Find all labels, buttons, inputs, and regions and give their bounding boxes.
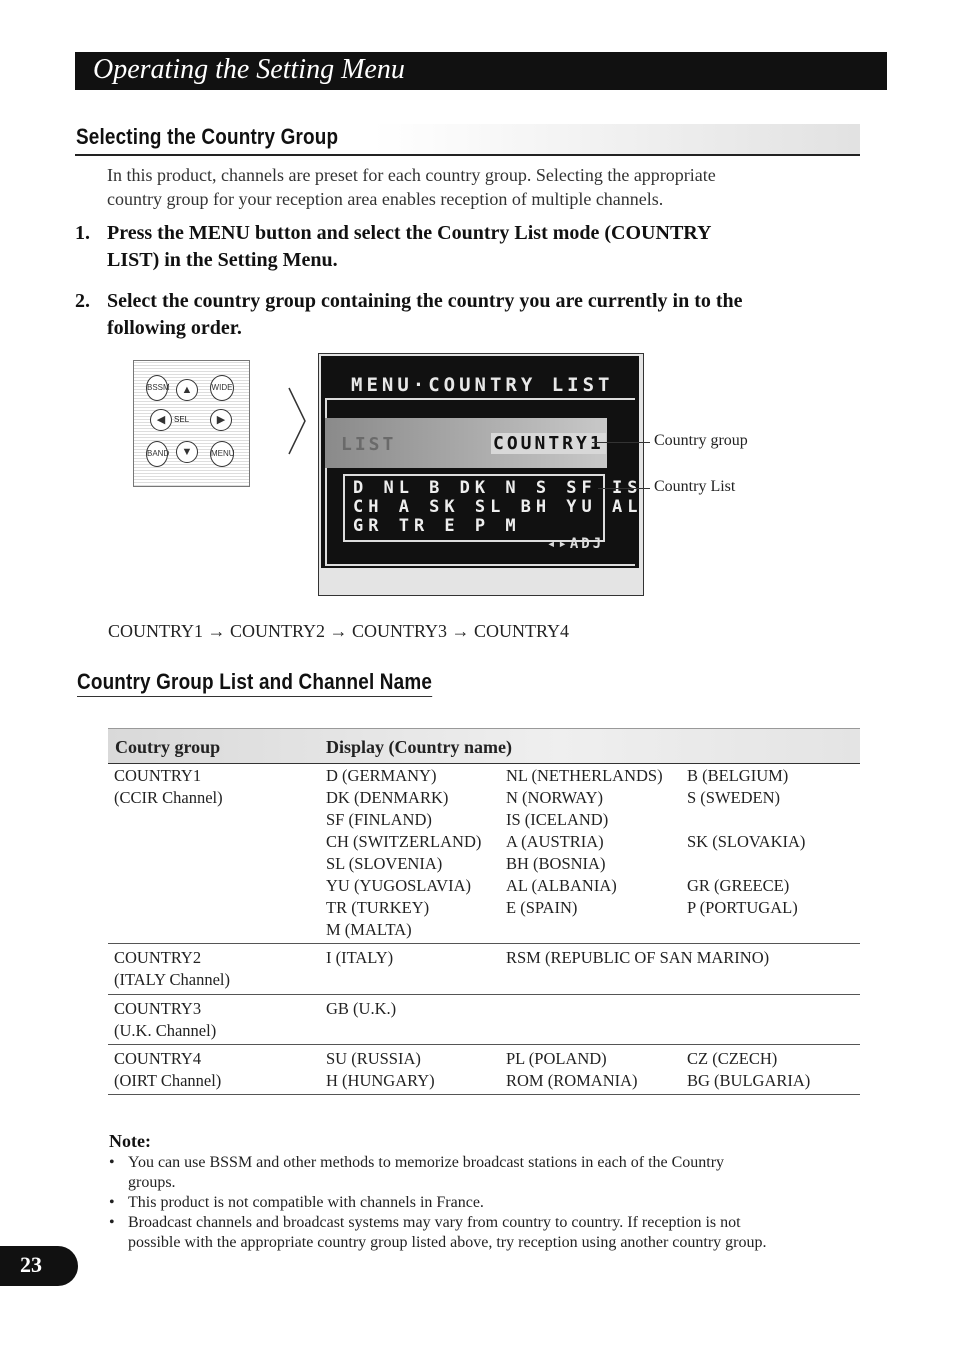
table-cell: GR (GREECE)	[687, 876, 790, 895]
table-cell: SU (RUSSIA)	[326, 1049, 421, 1068]
table-cell: D (GERMANY)	[326, 766, 437, 785]
table-cell: YU (YUGOSLAVIA)	[326, 876, 471, 895]
callout-line	[592, 442, 650, 443]
bullet-dot: •	[109, 1214, 115, 1231]
step-number: 2.	[75, 290, 90, 312]
group-channel: (CCIR Channel)	[114, 788, 223, 807]
callout-country-list: Country List	[654, 478, 736, 495]
group-name: COUNTRY4	[114, 1049, 202, 1068]
table-cell: N (NORWAY)	[506, 788, 604, 807]
table-cell: AL (ALBANIA)	[506, 876, 617, 895]
table-row-divider	[108, 943, 860, 944]
display-inner	[321, 356, 643, 568]
note-bullet	[109, 1153, 725, 1193]
table-row-divider	[108, 994, 860, 995]
remote-control-illustration	[133, 360, 250, 487]
note-line: Broadcast channels and broadcast systems may vary from country to country. If reception is not	[128, 1214, 741, 1231]
table-cell: SL (SLOVENIA)	[326, 854, 443, 873]
table-cell: NL (NETHERLANDS)	[506, 766, 663, 785]
table-cell: H (HUNGARY)	[326, 1071, 435, 1090]
screen-list-row: D NL B DK N S SF IS	[353, 478, 643, 498]
table-cell: CZ (CZECH)	[687, 1049, 778, 1068]
note-line: This product is not compatible with channels in France.	[128, 1194, 484, 1211]
bullet-dot: •	[109, 1194, 115, 1211]
screen-adj-label: ◂▸ADJ	[547, 536, 605, 552]
section-heading: Selecting the Country Group	[76, 124, 339, 149]
screen-country-group: COUNTRY1	[493, 433, 604, 454]
table-cell: RSM (REPUBLIC OF SAN MARINO)	[506, 948, 770, 967]
table-cell: TR (TURKEY)	[326, 898, 430, 917]
menu-button: MENU	[210, 441, 234, 467]
table-cell: PL (POLAND)	[506, 1049, 607, 1068]
table-cell: ROM (ROMANIA)	[506, 1071, 638, 1090]
step-line: Press the MENU button and select the Country List mode (COUNTRY	[107, 222, 712, 244]
sequence-item: COUNTRY4	[474, 621, 570, 641]
note-line: You can use BSSM and other methods to memorize broadcast stations in each of the Country	[128, 1154, 725, 1171]
table-cell: SF (FINLAND)	[326, 810, 432, 829]
table-cell: CH (SWITZERLAND)	[326, 832, 482, 851]
step-number: 1.	[75, 222, 90, 244]
sequence-arrow: →	[329, 621, 348, 641]
group-channel: (U.K. Channel)	[114, 1021, 217, 1040]
screen-list-row: CH A SK SL BH YU AL	[353, 497, 643, 517]
step-2	[75, 288, 743, 342]
display-screen	[318, 353, 644, 596]
step-line: Select the country group containing the country you are currently in to the	[107, 290, 743, 312]
screen-title: MENU·COUNTRY LIST	[351, 374, 614, 396]
note-line: groups.	[128, 1174, 176, 1191]
table-row-divider	[108, 1044, 860, 1045]
table-cell: A (AUSTRIA)	[506, 832, 604, 851]
sequence-item: COUNTRY3	[352, 621, 448, 641]
note-heading: Note:	[109, 1131, 151, 1151]
note-line: possible with the appropriate country group listed above, try reception using another country group.	[128, 1234, 767, 1251]
table-cell: GB (U.K.)	[326, 999, 397, 1018]
wide-button: WIDE	[210, 375, 234, 401]
intro-line: In this product, channels are preset for each country group. Selecting the appropriate	[107, 165, 716, 185]
table-cell: BG (BULGARIA)	[687, 1071, 811, 1090]
group-name: COUNTRY3	[114, 999, 202, 1018]
band-button: BAND	[146, 441, 168, 467]
pointer-chevron-icon	[287, 386, 307, 456]
bssm-button: BSSM	[146, 375, 168, 401]
sequence-item: COUNTRY2	[230, 621, 326, 641]
table-cell: SK (SLOVAKIA)	[687, 832, 806, 851]
title-banner	[75, 52, 887, 90]
right-arrow-icon: ▶	[210, 409, 232, 431]
table-cell: S (SWEDEN)	[687, 788, 781, 807]
group-name: COUNTRY1	[114, 766, 202, 785]
down-arrow-icon: ▼	[176, 441, 198, 463]
bullet-dot: •	[109, 1154, 115, 1171]
country-sequence	[108, 621, 569, 642]
screen-country-list	[343, 474, 643, 542]
page-number-tab	[0, 1246, 78, 1286]
subsection-heading: Country Group List and Channel Name	[77, 669, 432, 697]
note-bullet	[109, 1213, 767, 1253]
table-cell: M (MALTA)	[326, 920, 412, 939]
page-number: 23	[20, 1252, 42, 1277]
sequence-arrow: →	[451, 621, 470, 641]
table-cell: IS (ICELAND)	[506, 810, 609, 829]
group-name: COUNTRY2	[114, 948, 202, 967]
table-cell: B (BELGIUM)	[687, 766, 789, 785]
step-1	[75, 220, 712, 274]
banner-title: Operating the Setting Menu	[93, 54, 405, 85]
table-header	[108, 728, 860, 764]
callout-country-group: Country group	[654, 432, 748, 449]
table-cell: E (SPAIN)	[506, 898, 578, 917]
table-cell: DK (DENMARK)	[326, 788, 449, 807]
table-header-display: Display (Country name)	[326, 737, 513, 757]
group-channel: (OIRT Channel)	[114, 1071, 222, 1090]
step-line: LIST) in the Setting Menu.	[107, 249, 338, 271]
group-channel: (ITALY Channel)	[114, 970, 230, 989]
sel-label: SEL	[174, 415, 190, 424]
table-bottom-rule	[108, 1094, 860, 1095]
step-line: following order.	[107, 317, 242, 339]
sequence-arrow: →	[207, 621, 226, 641]
table-header-group: Coutry group	[115, 737, 221, 757]
table-cell: BH (BOSNIA)	[506, 854, 606, 873]
table-cell: P (PORTUGAL)	[687, 898, 798, 917]
note-bullet	[109, 1193, 484, 1213]
screen-list-label: LIST	[341, 434, 397, 455]
intro-paragraph	[107, 163, 716, 211]
intro-line: country group for your reception area enables reception of multiple channels.	[107, 189, 664, 209]
left-arrow-icon: ◀	[150, 409, 172, 431]
table-cell: I (ITALY)	[326, 948, 394, 967]
up-arrow-icon: ▲	[176, 379, 198, 401]
screen-list-row: GR TR E P M	[353, 516, 521, 536]
callout-line	[598, 488, 650, 489]
sequence-item: COUNTRY1	[108, 621, 204, 641]
